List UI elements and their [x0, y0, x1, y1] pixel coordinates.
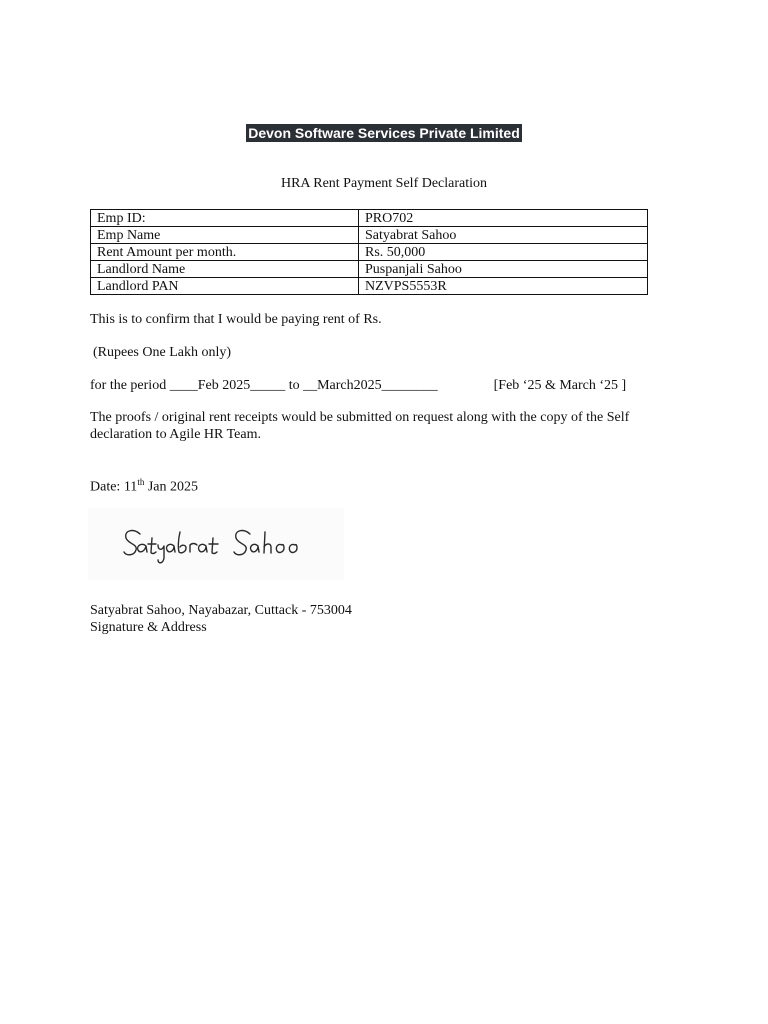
signature-image	[88, 508, 344, 580]
date-line	[90, 474, 650, 496]
company-header	[0, 125, 768, 143]
period-to-word: to	[285, 378, 304, 393]
employee-details-table	[90, 209, 648, 295]
row-value: Puspanjali Sahoo	[359, 261, 648, 278]
period-to-blank: __	[303, 378, 318, 393]
table-row	[91, 210, 648, 227]
company-name: Devon Software Services Private Limited	[248, 125, 520, 141]
date-day: 11	[123, 479, 138, 495]
period-from-trail: _____	[250, 378, 286, 393]
period-from: Feb 2025	[197, 378, 251, 393]
table-row	[91, 278, 648, 295]
row-label: Rent Amount per month.	[91, 244, 359, 261]
date-suffix: th	[137, 477, 145, 487]
row-value: Satyabrat Sahoo	[359, 227, 648, 244]
table-row	[91, 244, 648, 261]
period-to-trail: ________	[381, 378, 438, 393]
row-value: Rs. 50,000	[359, 244, 648, 261]
proofs-statement: The proofs / original rent receipts would be submitted on request along with the copy of the Self declaration to Agile HR Team.	[90, 410, 630, 442]
amount-in-words: (Rupees One Lakh only)	[93, 345, 232, 360]
table-row	[91, 227, 648, 244]
period-line	[90, 377, 690, 394]
document-title: HRA Rent Payment Self Declaration	[280, 176, 488, 191]
table-row	[91, 261, 648, 278]
date-rest: Jan 2025	[144, 479, 198, 495]
row-label: Landlord Name	[91, 261, 359, 278]
row-label: Emp Name	[91, 227, 359, 244]
row-label: Emp ID:	[91, 210, 359, 227]
row-label: Landlord PAN	[91, 278, 359, 295]
period-to: March2025	[317, 378, 382, 393]
period-note: [Feb ‘25 & March ‘25 ]	[493, 378, 627, 393]
period-prefix: for the period	[90, 378, 170, 393]
row-value: NZVPS5553R	[359, 278, 648, 295]
signature-caption: Signature & Address	[90, 620, 207, 635]
confirm-statement: This is to confirm that I would be paying rent of Rs.	[90, 312, 382, 327]
row-value: PRO702	[359, 210, 648, 227]
address-line: Satyabrat Sahoo, Nayabazar, Cuttack - 753004	[90, 603, 352, 618]
date-label: Date:	[90, 479, 124, 495]
signature-drawing	[88, 508, 344, 580]
period-from-blank: ____	[169, 378, 198, 393]
